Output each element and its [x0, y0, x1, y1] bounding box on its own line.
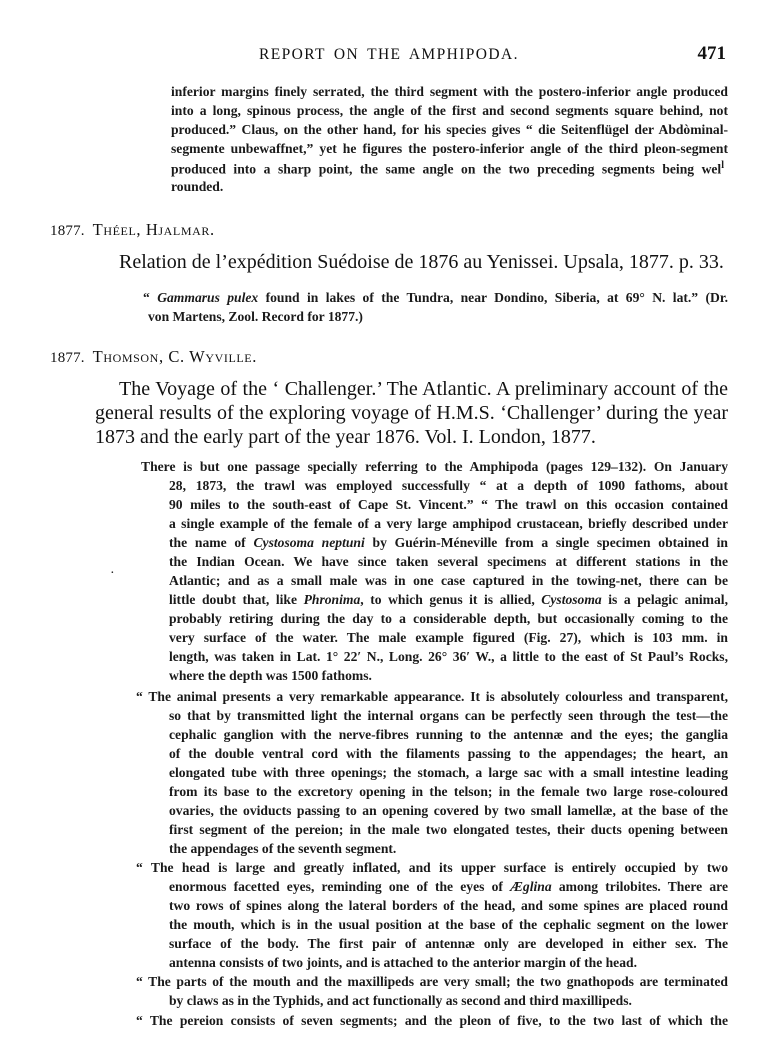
- text-line: where the depth was 1500 fathoms.: [169, 668, 372, 683]
- text-span: among trilobites. There are: [551, 879, 728, 894]
- text-line: cephalic ganglion with the nerve-fibres running to the antennæ and the eyes; the ganglia: [169, 727, 728, 742]
- text-line: rounded.: [171, 179, 224, 194]
- text-line: length, was taken in Lat. 1° 22′ N., Long. 26° 36′ W., a little to the east of St Paul’s Rocks,: [169, 649, 728, 664]
- text-line: produced.” Claus, on the other hand, for his species gives “ die Seitenflügel der Abdòminal-: [171, 122, 728, 137]
- text-line: There is but one passage specially referring to the Amphipoda (pages 129–132). On January: [141, 459, 728, 474]
- text-line: antenna consists of two joints, and is attached to the anterior margin of the head.: [169, 955, 637, 970]
- text-line: 90 miles to the south-east of Cape St. Vincent.” “ The trawl on this occasion contained: [169, 497, 728, 512]
- text-line: so that by transmitted light the internal organs can be perfectly seen through the test—the: [169, 708, 728, 723]
- text-line: [169, 879, 728, 895]
- text-line: by claws as in the Typhids, and act functionally as second and third maxillipeds.: [169, 993, 632, 1008]
- text-line: [169, 535, 728, 551]
- text-line: the mouth, which is in the usual position at the base of the cephalic segment on the lower: [169, 917, 728, 932]
- text-line: a single example of the female of a very large amphipod crustacean, briefly described under: [169, 516, 728, 531]
- running-title: REPORT ON THE AMPHIPODA.: [259, 46, 519, 63]
- title-line: general results of the exploring voyage of H.M.S. ‘Challenger’ during the year: [95, 402, 728, 424]
- species-name: Cystosoma neptuni: [253, 535, 365, 550]
- text-line: 28, 1873, the trawl was employed successfully “ at a depth of 1090 fathoms, about: [169, 478, 728, 493]
- margin-dot: ·: [110, 566, 115, 581]
- text-line: [169, 592, 728, 608]
- text-line: ovaries, the oviducts passing to an opening covered by two small lamellæ, at the base of the: [169, 803, 728, 818]
- text-line: von Martens, Zool. Record for 1877.): [148, 309, 363, 324]
- text-line: segmente unbewaffnet,” yet he figures the postero-inferior angle of the third pleon-segment: [171, 141, 728, 156]
- text-line: the appendages of the seventh segment.: [169, 841, 397, 856]
- text-span: the name of: [169, 535, 254, 550]
- page-number: 471: [697, 43, 726, 64]
- bibliography-entry-thomson: [50, 347, 257, 367]
- entry-year: 1877.: [50, 223, 85, 239]
- text-line: inferior margins finely serrated, the third segment with the postero-inferior angle produced: [171, 84, 728, 99]
- title-line: The Voyage of the ‘ Challenger.’ The Atlantic. A preliminary account of the: [119, 378, 728, 400]
- text-line: of the double ventral cord with the filaments passing to the appendages; the heart, an: [169, 746, 728, 761]
- work-title-theel: Relation de l’expédition Suédoise de 1876 au Yenissei. Upsala, 1877. p. 33.: [119, 251, 724, 273]
- text-line: probably retiring during the day to a considerable depth, but occasionally coming to the: [169, 611, 728, 626]
- text-span: found in lakes of the Tundra, near Dondino, Siberia, at 69° N. lat.” (Dr.: [258, 290, 729, 305]
- entry-author: Thomson, C. Wyville.: [92, 347, 257, 366]
- text-line: [171, 160, 724, 178]
- text-line: first segment of the pereion; in the male two elongated testes, their ducts opening between: [169, 822, 728, 837]
- text-line: elongated tube with three openings; the stomach, a large sac with a small intestine leading: [169, 765, 728, 780]
- entry-year: 1877.: [50, 350, 85, 366]
- text-line: two rows of spines along the lateral borders of the head, and some spines are placed round: [169, 898, 728, 913]
- text-span: little doubt that, like: [169, 592, 304, 607]
- text-line: very surface of the water. The male example figured (Fig. 27), which is 103 mm. in: [169, 630, 728, 645]
- text-span: produced into a sharp point, the same angle on the two preceding segments being wel: [171, 161, 722, 177]
- text-line: “ The head is large and greatly inflated, and its upper surface is entirely occupied by two: [136, 860, 728, 875]
- page-header: [0, 43, 776, 66]
- genus-name: Cystosoma: [541, 592, 602, 607]
- text-line: “ The animal presents a very remarkable appearance. It is absolutely colourless and transparent,: [136, 689, 728, 704]
- superscript: l: [721, 160, 724, 171]
- text-span: “: [143, 290, 158, 305]
- text-span: enormous facetted eyes, reminding one of the eyes of: [169, 879, 511, 894]
- text-line: from its base to the excretory opening in the telson; in the female two large rose-coloured: [169, 784, 728, 799]
- text-line: Atlantic; and as a small male was in one case captured in the towing-net, there can be: [169, 573, 728, 588]
- text-line: “ The pereion consists of seven segments; and the pleon of five, to the two last of which the: [136, 1013, 728, 1028]
- text-line: “ The parts of the mouth and the maxillipeds are very small; the two gnathopods are terminated: [136, 974, 728, 989]
- text-line: surface of the body. The first pair of antennæ only are developed in either sex. The: [169, 936, 728, 951]
- text-line: [143, 290, 728, 306]
- text-span: , to which genus it is allied,: [360, 592, 542, 607]
- text-span: is a pelagic animal,: [601, 592, 728, 607]
- text-line: into a long, spinous process, the angle of the first and second segments square behind, not: [171, 103, 728, 118]
- bibliography-entry-theel: [50, 220, 215, 240]
- entry-author: Théel, Hjalmar.: [92, 220, 215, 239]
- title-line: 1873 and the early part of the year 1876. Vol. I. London, 1877.: [95, 426, 596, 448]
- genus-name: Æglina: [510, 879, 552, 894]
- species-name: Gammarus pulex: [157, 290, 259, 305]
- text-span: by Guérin-Méneville from a single specimen obtained in: [364, 535, 728, 550]
- genus-name: Phronima: [303, 592, 361, 607]
- text-line: the Indian Ocean. We have since taken several specimens at different stations in the: [169, 554, 728, 569]
